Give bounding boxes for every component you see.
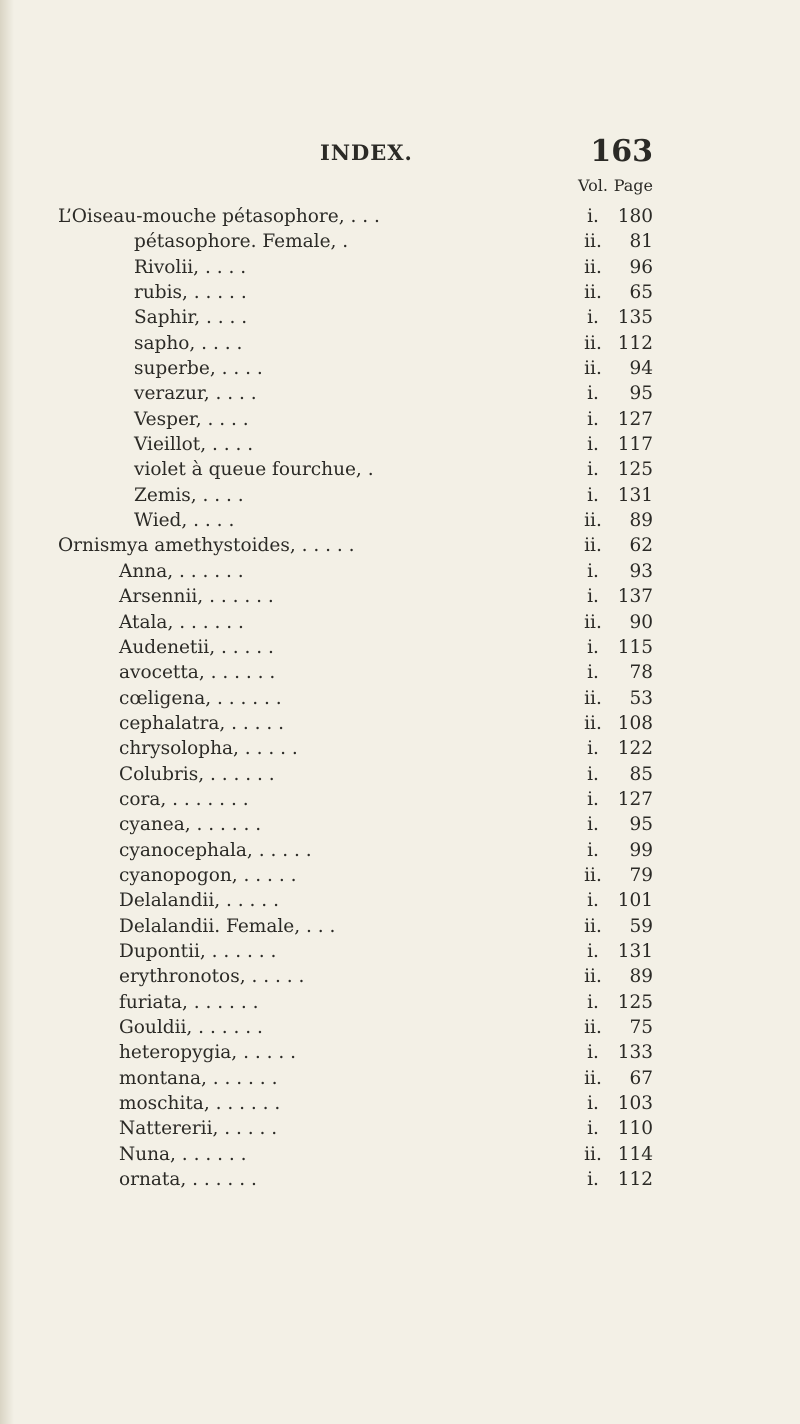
entry-page: 101 bbox=[617, 890, 653, 912]
entry-page: 125 bbox=[617, 459, 653, 481]
entry-volume: ii. bbox=[584, 332, 602, 354]
index-entry bbox=[0, 686, 800, 711]
entry-name: montana, . . . . . . bbox=[119, 1067, 278, 1089]
entry-name: cora, . . . . . . . bbox=[119, 788, 249, 810]
entry-volume: ii. bbox=[584, 535, 602, 557]
entry-volume: ii. bbox=[584, 256, 602, 278]
entry-page: 108 bbox=[617, 712, 653, 734]
entry-volume: ii. bbox=[584, 1017, 602, 1038]
entry-volume: i. bbox=[587, 1093, 599, 1115]
entry-name: cyanea, . . . . . . bbox=[119, 814, 262, 836]
entry-name: moschita, . . . . . . bbox=[119, 1093, 281, 1115]
entry-volume: ii. bbox=[584, 231, 602, 253]
index-entry bbox=[0, 1066, 800, 1091]
entry-page: 59 bbox=[629, 915, 653, 937]
index-entry bbox=[0, 508, 800, 533]
entry-volume: i. bbox=[587, 1118, 599, 1140]
index-entry bbox=[0, 483, 800, 508]
index-entry bbox=[0, 711, 800, 736]
entry-volume: i. bbox=[587, 1169, 599, 1191]
index-entry bbox=[0, 863, 800, 888]
entry-page: 53 bbox=[629, 687, 653, 709]
page-number: 163 bbox=[590, 134, 653, 169]
index-entry bbox=[0, 533, 800, 558]
entry-volume: i. bbox=[587, 814, 599, 836]
entry-page: 127 bbox=[617, 788, 653, 810]
index-entry bbox=[0, 1116, 800, 1141]
vol-column-header: Vol. bbox=[578, 176, 608, 195]
entry-volume: ii. bbox=[584, 282, 602, 304]
entry-name: furiata, . . . . . . bbox=[119, 991, 259, 1013]
entry-name: pétasophore. Female, . bbox=[134, 231, 349, 253]
entry-volume: i. bbox=[587, 1042, 599, 1064]
entry-volume: ii. bbox=[584, 712, 602, 734]
entry-volume: i. bbox=[587, 991, 599, 1013]
index-entry bbox=[0, 1167, 800, 1192]
entry-name: L’Oiseau-mouche pétasophore, . . . bbox=[58, 206, 380, 227]
entry-page: 133 bbox=[617, 1042, 653, 1064]
entry-name: Nattererii, . . . . . bbox=[119, 1118, 278, 1140]
entry-page: 180 bbox=[617, 206, 653, 227]
entry-name: Colubris, . . . . . . bbox=[119, 763, 275, 785]
entry-name: Arsennii, . . . . . . bbox=[119, 586, 274, 608]
entry-page: 127 bbox=[617, 408, 653, 430]
entry-name: erythronotos, . . . . . bbox=[119, 966, 305, 988]
entry-page: 110 bbox=[617, 1118, 653, 1140]
entry-volume: ii. bbox=[584, 915, 602, 937]
entry-volume: i. bbox=[587, 738, 599, 760]
entry-name: Ornismya amethystoides, . . . . . bbox=[58, 535, 355, 557]
index-entry bbox=[0, 559, 800, 584]
entry-volume: ii. bbox=[584, 510, 602, 532]
entry-name: chrysolopha, . . . . . bbox=[119, 738, 298, 760]
entry-page: 67 bbox=[629, 1067, 653, 1089]
entry-volume: i. bbox=[587, 484, 599, 506]
entry-volume: ii. bbox=[584, 1067, 602, 1089]
entry-page: 75 bbox=[629, 1017, 653, 1038]
entry-volume: i. bbox=[587, 383, 599, 405]
index-entry bbox=[0, 888, 800, 913]
entry-volume: i. bbox=[587, 408, 599, 430]
entry-page: 135 bbox=[617, 307, 653, 329]
entry-page: 62 bbox=[629, 535, 653, 557]
index-entry bbox=[0, 838, 800, 863]
entry-volume: ii. bbox=[584, 358, 602, 380]
entry-name: cyanocephala, . . . . . bbox=[119, 839, 312, 861]
entry-name: Dupontii, . . . . . . bbox=[119, 940, 277, 962]
entry-volume: ii. bbox=[584, 687, 602, 709]
entry-name: Saphir, . . . . bbox=[134, 307, 248, 329]
entry-volume: i. bbox=[587, 434, 599, 456]
index-entry bbox=[0, 331, 800, 356]
entry-name: Nuna, . . . . . . bbox=[119, 1143, 247, 1165]
entry-page: 81 bbox=[629, 231, 653, 253]
entry-name: Audenetii, . . . . . bbox=[119, 636, 274, 658]
index-entry bbox=[0, 584, 800, 609]
entry-page: 96 bbox=[629, 256, 653, 278]
index-entry bbox=[0, 255, 800, 280]
running-head bbox=[0, 134, 800, 170]
entry-name: heteropygia, . . . . . bbox=[119, 1042, 296, 1064]
index-entry bbox=[0, 1040, 800, 1065]
entry-name: avocetta, . . . . . . bbox=[119, 662, 276, 684]
entry-page: 95 bbox=[629, 814, 653, 836]
entry-page: 103 bbox=[617, 1093, 653, 1115]
entry-name: rubis, . . . . . bbox=[134, 282, 247, 304]
entry-name: cyanopogon, . . . . . bbox=[119, 864, 297, 886]
index-entry bbox=[0, 204, 800, 229]
entry-name: Vieillot, . . . . bbox=[134, 434, 254, 456]
entry-page: 137 bbox=[617, 586, 653, 608]
index-entry bbox=[0, 305, 800, 330]
entry-name: Rivolii, . . . . bbox=[134, 256, 247, 278]
entry-volume: i. bbox=[587, 586, 599, 608]
index-entry bbox=[0, 812, 800, 837]
entry-page: 125 bbox=[617, 991, 653, 1013]
index-entry bbox=[0, 432, 800, 457]
entry-volume: i. bbox=[587, 839, 599, 861]
index-entry bbox=[0, 787, 800, 812]
entry-page: 131 bbox=[617, 940, 653, 962]
entry-volume: i. bbox=[587, 940, 599, 962]
index-entry bbox=[0, 407, 800, 432]
entry-name: cephalatra, . . . . . bbox=[119, 712, 285, 734]
entry-name: Vesper, . . . . bbox=[134, 408, 249, 430]
entry-page: 131 bbox=[617, 484, 653, 506]
entry-volume: ii. bbox=[584, 966, 602, 988]
index-entry bbox=[0, 736, 800, 761]
entry-page: 112 bbox=[617, 1169, 653, 1191]
entry-name: Zemis, . . . . bbox=[134, 484, 244, 506]
entry-name: Anna, . . . . . . bbox=[119, 560, 244, 582]
entry-page: 117 bbox=[617, 434, 653, 456]
entry-name: Delalandii, . . . . . bbox=[119, 890, 279, 912]
entry-volume: i. bbox=[587, 662, 599, 684]
index-entries bbox=[0, 204, 800, 1192]
index-entry bbox=[0, 939, 800, 964]
entry-volume: i. bbox=[587, 636, 599, 658]
entry-page: 89 bbox=[629, 510, 653, 532]
index-entry bbox=[0, 1142, 800, 1167]
entry-page: 79 bbox=[629, 864, 653, 886]
entry-page: 122 bbox=[617, 738, 653, 760]
entry-volume: ii. bbox=[584, 1143, 602, 1165]
entry-name: superbe, . . . . bbox=[134, 358, 263, 380]
entry-name: Gouldii, . . . . . . bbox=[119, 1017, 263, 1038]
entry-name: Wied, . . . . bbox=[134, 510, 235, 532]
index-entry bbox=[0, 356, 800, 381]
index-entry bbox=[0, 964, 800, 989]
entry-volume: ii. bbox=[584, 611, 602, 633]
index-entry bbox=[0, 635, 800, 660]
entry-page: 114 bbox=[617, 1143, 653, 1165]
entry-volume: i. bbox=[587, 890, 599, 912]
entry-volume: i. bbox=[587, 206, 599, 227]
index-entry bbox=[0, 381, 800, 406]
entry-page: 95 bbox=[629, 383, 653, 405]
entry-name: verazur, . . . . bbox=[134, 383, 257, 405]
entry-volume: i. bbox=[587, 459, 599, 481]
entry-page: 115 bbox=[617, 636, 653, 658]
index-entry bbox=[0, 280, 800, 305]
column-headers bbox=[0, 176, 800, 200]
entry-name: cœligena, . . . . . . bbox=[119, 687, 282, 709]
entry-page: 65 bbox=[629, 282, 653, 304]
entry-page: 112 bbox=[617, 332, 653, 354]
entry-name: Atala, . . . . . . bbox=[119, 611, 244, 633]
entry-volume: i. bbox=[587, 560, 599, 582]
index-entry bbox=[0, 457, 800, 482]
entry-page: 78 bbox=[629, 662, 653, 684]
page-column-header: Page bbox=[613, 176, 653, 195]
entry-page: 90 bbox=[629, 611, 653, 633]
index-entry bbox=[0, 229, 800, 254]
entry-name: sapho, . . . . bbox=[134, 332, 243, 354]
entry-page: 99 bbox=[629, 839, 653, 861]
entry-page: 85 bbox=[629, 763, 653, 785]
entry-name: violet à queue fourchue, . bbox=[134, 459, 374, 481]
index-entry bbox=[0, 1091, 800, 1116]
entry-page: 94 bbox=[629, 358, 653, 380]
index-entry bbox=[0, 1015, 800, 1040]
index-entry bbox=[0, 762, 800, 787]
entry-page: 93 bbox=[629, 560, 653, 582]
entry-volume: i. bbox=[587, 307, 599, 329]
entry-volume: i. bbox=[587, 788, 599, 810]
entry-volume: i. bbox=[587, 763, 599, 785]
entry-page: 89 bbox=[629, 966, 653, 988]
index-entry bbox=[0, 610, 800, 635]
index-entry bbox=[0, 990, 800, 1015]
entry-name: ornata, . . . . . . bbox=[119, 1169, 257, 1191]
index-entry bbox=[0, 660, 800, 685]
entry-volume: ii. bbox=[584, 864, 602, 886]
entry-name: Delalandii. Female, . . . bbox=[119, 915, 336, 937]
index-entry bbox=[0, 914, 800, 939]
page-title: INDEX. bbox=[320, 140, 413, 165]
